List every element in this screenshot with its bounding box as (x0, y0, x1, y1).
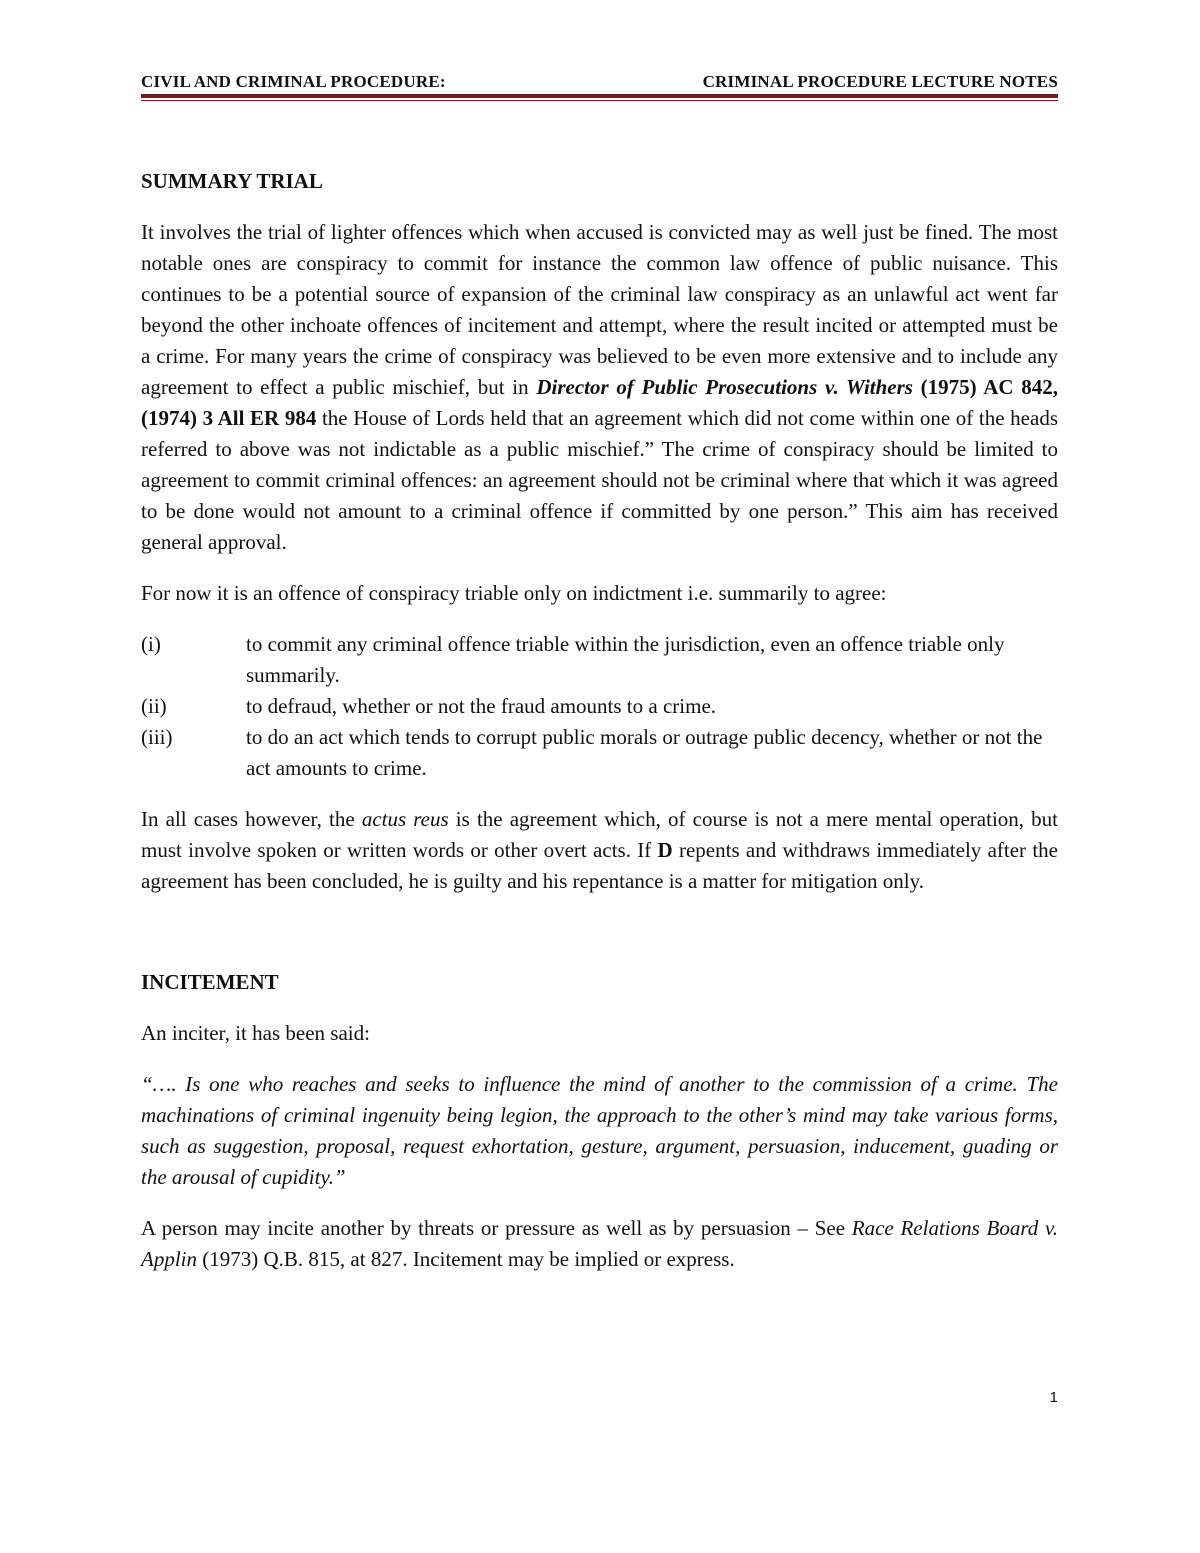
list-item-number: (i) (141, 632, 161, 656)
paragraph-incitement (141, 1213, 1058, 1275)
paragraph-text: repents and withdraws immediately after the agreement has been concluded, he is guilty and his repentance is a matter for mitigation only. (141, 838, 1058, 893)
list-item-number: (ii) (141, 694, 167, 718)
header-right: CRIMINAL PROCEDURE LECTURE NOTES (702, 72, 1058, 91)
case-name: Race Relations Board v. Applin (141, 1216, 1059, 1271)
conspiracy-list (141, 629, 1058, 784)
paragraph-text: It involves the trial of lighter offences which when accused is convicted may as well just be fined. The most notable ones are conspiracy to commit for instance the common law offence of public nuisance. This continues to be a potential source of expansion of the criminal law conspiracy as an unlawful act went far beyond the other inchoate offences of incitement and attempt, where the result incited or attempted must be a crime. For many years the crime of conspiracy was believed to be even more extensive and to include any agreement to effect a public mischief, but in (141, 220, 1058, 399)
paragraph-text: is the agreement which, of course is not a mere mental operation, but must involve spoken or written words or other overt acts. If (141, 807, 1059, 862)
list-item (141, 691, 1058, 722)
list-item (141, 722, 1058, 784)
header-rule (141, 94, 1058, 98)
page-body (141, 166, 1058, 1295)
case-citation: (1975) AC 842, (1974) 3 All ER 984 (141, 375, 1058, 430)
page-number: 1 (1049, 1389, 1058, 1406)
paragraph-inciter-intro: An inciter, it has been said: (141, 1021, 370, 1045)
list-item (141, 629, 1058, 691)
block-quote: “…. Is one who reaches and seeks to influence the mind of another to the commission of a crime. The machinations of criminal ingenuity being legion, the approach to the other’s mind may take various forms, such as suggestion, proposal, request exhortation, gesture, argument, persuasion, inducement, guading or the arousal of cupidity.” (141, 1072, 1058, 1189)
paragraph-summary-trial (141, 217, 1058, 558)
paragraph-text: (1973) Q.B. 815, at 827. Incitement may be implied or express. (197, 1247, 735, 1271)
paragraph-actus-reus (141, 804, 1058, 897)
list-item-text: to do an act which tends to corrupt public morals or outrage public decency, whether or not the act amounts to crime. (246, 725, 1043, 780)
case-name: Director of Public Prosecutions v. Withers (536, 375, 913, 399)
running-header (141, 72, 1058, 92)
list-item-text: to defraud, whether or not the fraud amounts to a crime. (246, 694, 717, 718)
section-heading-incitement: INCITEMENT (141, 970, 279, 994)
paragraph-text: In all cases however, the (141, 807, 362, 831)
list-item-number: (iii) (141, 725, 173, 749)
defendant-letter: D (657, 838, 673, 862)
paragraph-text: the House of Lords held that an agreement which did not come within one of the heads referred to above was not indictable as a public mischief.” The crime of conspiracy should be limited to agreement to commit criminal offences: an agreement should not be criminal where that which it was agreed to be done would not amount to a criminal offence if committed by one person.” This aim has received general approval. (141, 406, 1058, 554)
section-spacer (141, 917, 1058, 967)
paragraph-text: A person may incite another by threats or pressure as well as by persuasion – See (141, 1216, 852, 1240)
list-item-text: to commit any criminal offence triable within the jurisdiction, even an offence triable only summarily. (246, 632, 1005, 687)
section-heading-summary-trial: SUMMARY TRIAL (141, 169, 323, 193)
header-left: CIVIL AND CRIMINAL PROCEDURE: (141, 72, 446, 91)
paragraph-conspiracy-intro: For now it is an offence of conspiracy triable only on indictment i.e. summarily to agree: (141, 581, 887, 605)
latin-term: actus reus (361, 807, 449, 831)
header-rule-thin (141, 100, 1058, 101)
